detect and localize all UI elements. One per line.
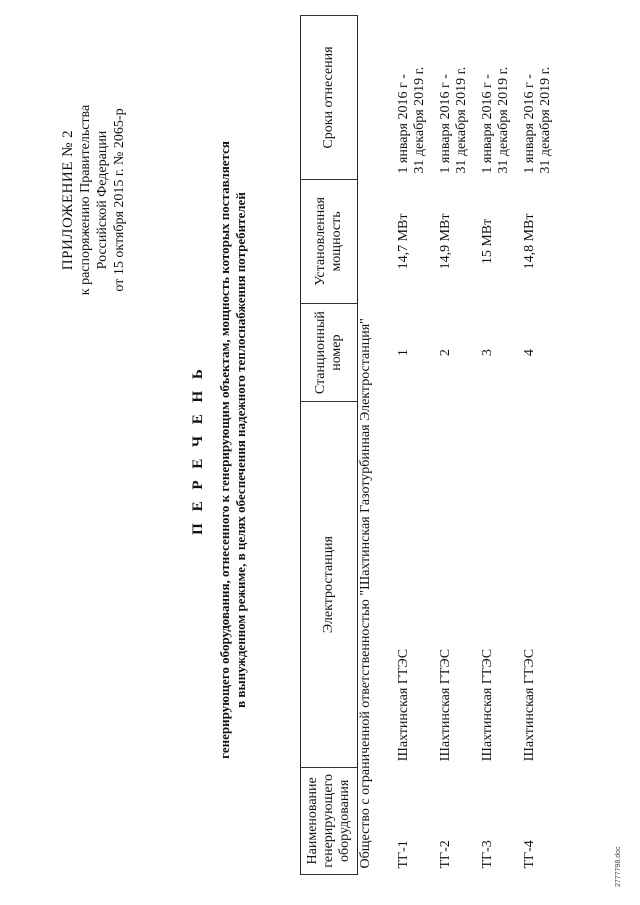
header-term: Сроки отнесения [301, 16, 358, 180]
cell-number: 3 [480, 349, 495, 357]
table-row [396, 16, 438, 875]
table-row [480, 16, 522, 875]
document-subtitle: генерирующего оборудования, отнесенного к генерирующим объектам, мощность которых поставляется [217, 141, 232, 759]
cell-equipment: ТГ-2 [438, 840, 453, 869]
cell-term [396, 16, 438, 180]
appendix-line: к распоряжению Правительства [78, 104, 93, 296]
title-block [190, 55, 249, 845]
term-start: 1 января 2016 г - [480, 74, 495, 174]
header-power: Установленная мощность [301, 180, 358, 304]
cell-number: 2 [438, 349, 453, 357]
header-station: Электростанция [301, 402, 358, 767]
header-equipment: Наименование генерирующего оборудования [301, 767, 358, 874]
appendix-block [60, 70, 128, 330]
appendix-line: Российской Федерации [95, 130, 110, 270]
cell-station: Шахтинская ГТЭС [396, 648, 411, 762]
cell-station: Шахтинская ГТЭС [438, 648, 453, 762]
cell-term [480, 16, 522, 180]
term-end: 31 декабря 2019 г. [538, 66, 553, 174]
term-end: 31 декабря 2019 г. [454, 66, 469, 174]
appendix-date: от 15 октября 2015 г. № 2065-р [112, 108, 127, 292]
footer-doc-id: 2777798.doc [615, 846, 622, 887]
cell-power: 14,9 МВт [438, 213, 453, 270]
term-start: 1 января 2016 г - [438, 74, 453, 174]
organization-name: Общество с ограниченной ответственностью "Шахтинская Газотурбинная Электростанция" [358, 318, 373, 869]
cell-power: 14,8 МВт [522, 213, 537, 270]
table-row [522, 16, 564, 875]
cell-power: 15 МВт [480, 218, 495, 265]
organization-row [358, 16, 397, 875]
appendix-title: ПРИЛОЖЕНИЕ № 2 [60, 129, 76, 271]
header-number: Станционный номер [301, 303, 358, 402]
cell-power: 14,7 МВт [396, 213, 411, 270]
term-end: 31 декабря 2019 г. [412, 66, 427, 174]
cell-station: Шахтинская ГТЭС [522, 648, 537, 762]
cell-term [438, 16, 480, 180]
cell-term [522, 16, 564, 180]
document-subtitle: в вынужденном режиме, в целях обеспечения надежного теплоснабжения потребителей [233, 192, 248, 708]
cell-number: 1 [396, 349, 411, 357]
equipment-table [300, 15, 564, 875]
cell-station: Шахтинская ГТЭС [480, 648, 495, 762]
term-end: 31 декабря 2019 г. [496, 66, 511, 174]
table-row [438, 16, 480, 875]
cell-equipment: ТГ-3 [480, 840, 495, 869]
term-start: 1 января 2016 г - [522, 74, 537, 174]
document-title: П Е Р Е Ч Е Н Ь [190, 365, 206, 535]
table-header-row [301, 16, 358, 875]
cell-number: 4 [522, 349, 537, 357]
term-start: 1 января 2016 г - [396, 74, 411, 174]
cell-equipment: ТГ-1 [396, 840, 411, 869]
cell-equipment: ТГ-4 [522, 840, 537, 869]
